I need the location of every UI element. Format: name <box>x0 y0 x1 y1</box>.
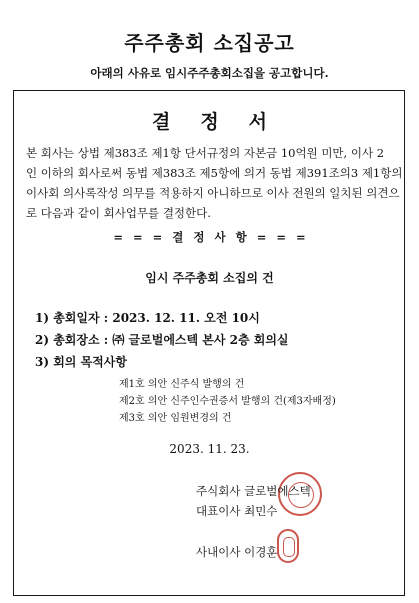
decision-body-line: 본 회사는 상법 제383조 제1항 단서규정의 자본금 10억원 미만, 이사 2 <box>26 146 385 160</box>
ceo-signature-line: 대표이사 최민수 <box>196 504 278 518</box>
decision-body-line: 인 이하의 회사로써 동법 제383조 제5항에 의거 동법 제391조의3 제1항의 <box>26 166 403 180</box>
purpose-agenda-item: 제3호 의안 임원변경의 건 <box>119 413 232 424</box>
decision-date: 2023. 11. 23. <box>169 442 250 456</box>
meeting-place-item: 2) 총회장소 : ㈜ 글로벌에스텍 본사 2층 회의실 <box>35 333 289 347</box>
decision-heading: 결정서 <box>151 111 298 133</box>
decision-body-line: 로 다음과 같이 회사업무를 결정한다. <box>26 206 211 220</box>
purpose-agenda-item: 제2호 의안 신주인수권증서 발행의 건(제3자배정) <box>119 396 336 407</box>
director-seal-stamp <box>277 529 299 563</box>
notice-subtitle: 아래의 사유로 임시주주총회소집을 공고합니다. <box>90 66 329 80</box>
section-heading: = = = 결 정 사 항 = = = <box>113 230 306 244</box>
director-signature-line: 사내이사 이경훈 <box>196 545 278 559</box>
agenda-title: 임시 주주총회 소집의 건 <box>145 271 274 285</box>
meeting-purpose-item: 3) 회의 목적사항 <box>35 355 127 369</box>
purpose-agenda-item: 제1호 의안 신주식 발행의 건 <box>119 379 245 390</box>
decision-body-line: 이사회 의사록작성 의무를 적용하지 아니하므로 이사 전원의 일치된 의견으 <box>26 186 400 200</box>
notice-title: 주주총회 소집공고 <box>124 31 295 55</box>
company-name: 주식회사 글로벌에스텍 <box>196 484 311 498</box>
meeting-date-item: 1) 총회일자 : 2023. 12. 11. 오전 10시 <box>35 311 260 325</box>
